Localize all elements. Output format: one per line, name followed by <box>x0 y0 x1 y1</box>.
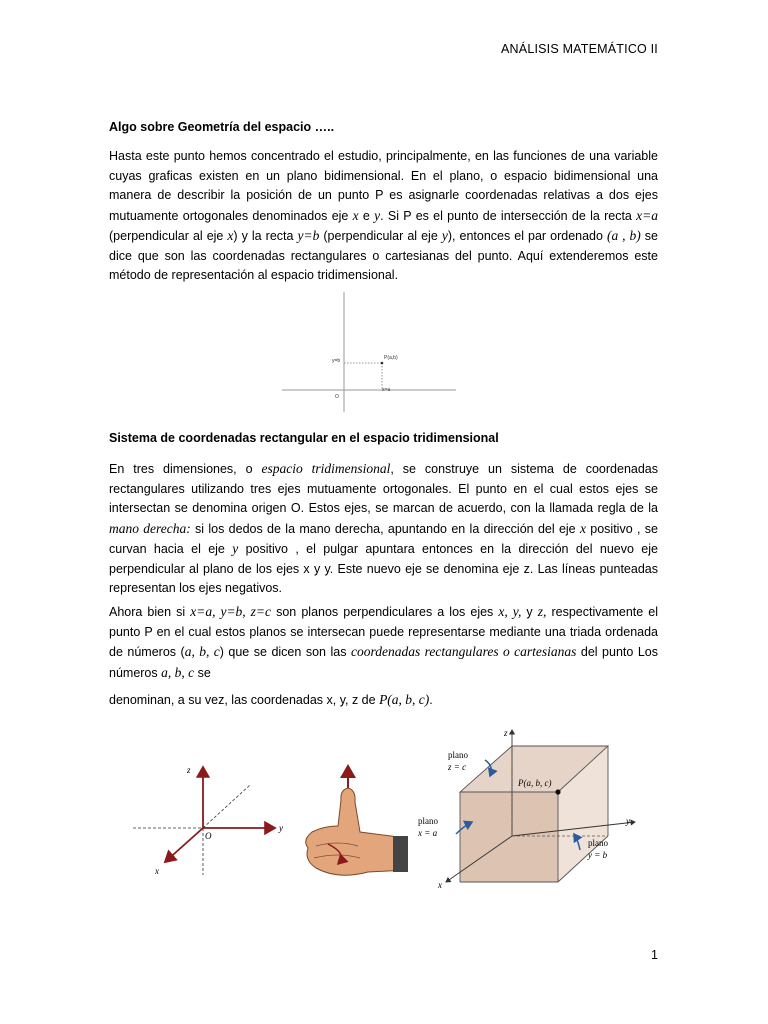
label-plano-y: plano <box>588 838 608 848</box>
box-coordinates-figure <box>410 722 650 892</box>
label-xa: x = a <box>418 828 438 838</box>
plane-coordinates-figure <box>282 292 456 412</box>
box-axis-x: x <box>438 880 442 890</box>
label-plano-z: plano <box>448 750 468 760</box>
label-pabc: P(a, b, c) <box>518 778 552 788</box>
axis-y-label: y <box>279 823 283 833</box>
section-title-3d: Sistema de coordenadas rectangular en el espacio tridimensional <box>109 431 499 445</box>
paragraph-3d-system: En tres dimensiones, o espacio tridimensional, se construye un sistema de coordenadas rectangulares utilizando tres ejes mutuamente ortogonales. El punto en el cual estos ejes se intersectan se denomina origen O. Estos ejes, se marcan de acuerdo, con la llamada regla de la mano derecha: si los dedos de la mano derecha, apuntando en la dirección del eje x positivo , se curvan hacia el eje y positivo , el pulgar apuntara entonces en la dirección del nuevo eje perpendicular al plano de los ejes x y y. Este nuevo eje se denomina eje z. Las líneas punteadas representan los ejes negativos. <box>109 461 659 595</box>
box-axis-y: y <box>626 816 630 826</box>
intro-paragraph: Hasta este punto hemos concentrado el estudio, principalmente, en las funciones de una variable cuyas graficas existen en un plano bidimensional. En el plano, o espacio bidimensional una manera de describir la posición de un punto P es asignarle coordenadas relativas a dos ejes mutuamente ortogonales denominados eje x e y. Si P es el punto de intersección de la recta x=a (perpendicular al eje x) y la recta y=b (perpendicular al eje y), entonces el par ordenado (a , b) se dice que son las coordenadas rectangulares o cartesianas del punto. Aquí extenderemos este método de representación al espacio tridimensional. <box>109 149 659 282</box>
label-zc: z = c <box>448 762 467 772</box>
section-title-geometry: Algo sobre Geometría del espacio ….. <box>109 120 335 134</box>
origin-label: O <box>205 831 212 841</box>
label-pab: P(a,b) <box>384 355 398 361</box>
label-origin: O <box>335 394 339 400</box>
axis-x-label: x <box>155 866 159 876</box>
axis-z-label: z <box>187 765 191 775</box>
label-plano-x: plano <box>418 816 438 826</box>
paragraph-coordinates: denominan, a su vez, las coordenadas x, y, z de P(a, b, c). <box>109 692 433 707</box>
axes-3d-figure <box>125 755 295 885</box>
label-xa: x=a <box>382 387 391 393</box>
page-number: 1 <box>651 948 658 962</box>
page-header: ANÁLISIS MATEMÁTICO II <box>501 42 658 56</box>
label-yb: y = b <box>588 850 608 860</box>
right-hand-figure <box>298 760 408 885</box>
paragraph-planes: Ahora bien si x=a, y=b, z=c son planos perpendiculares a los ejes x, y, y z, respectivamente el punto P en el cual estos planos se intersecan puede representarse mediante una triada ordenada de números (a, b, c) que se dicen son las coordenadas rectangulares o cartesianas del punto Los números a, b, c se <box>109 604 659 680</box>
box-axis-z: z <box>504 728 508 738</box>
label-yb: y=b <box>332 358 341 364</box>
